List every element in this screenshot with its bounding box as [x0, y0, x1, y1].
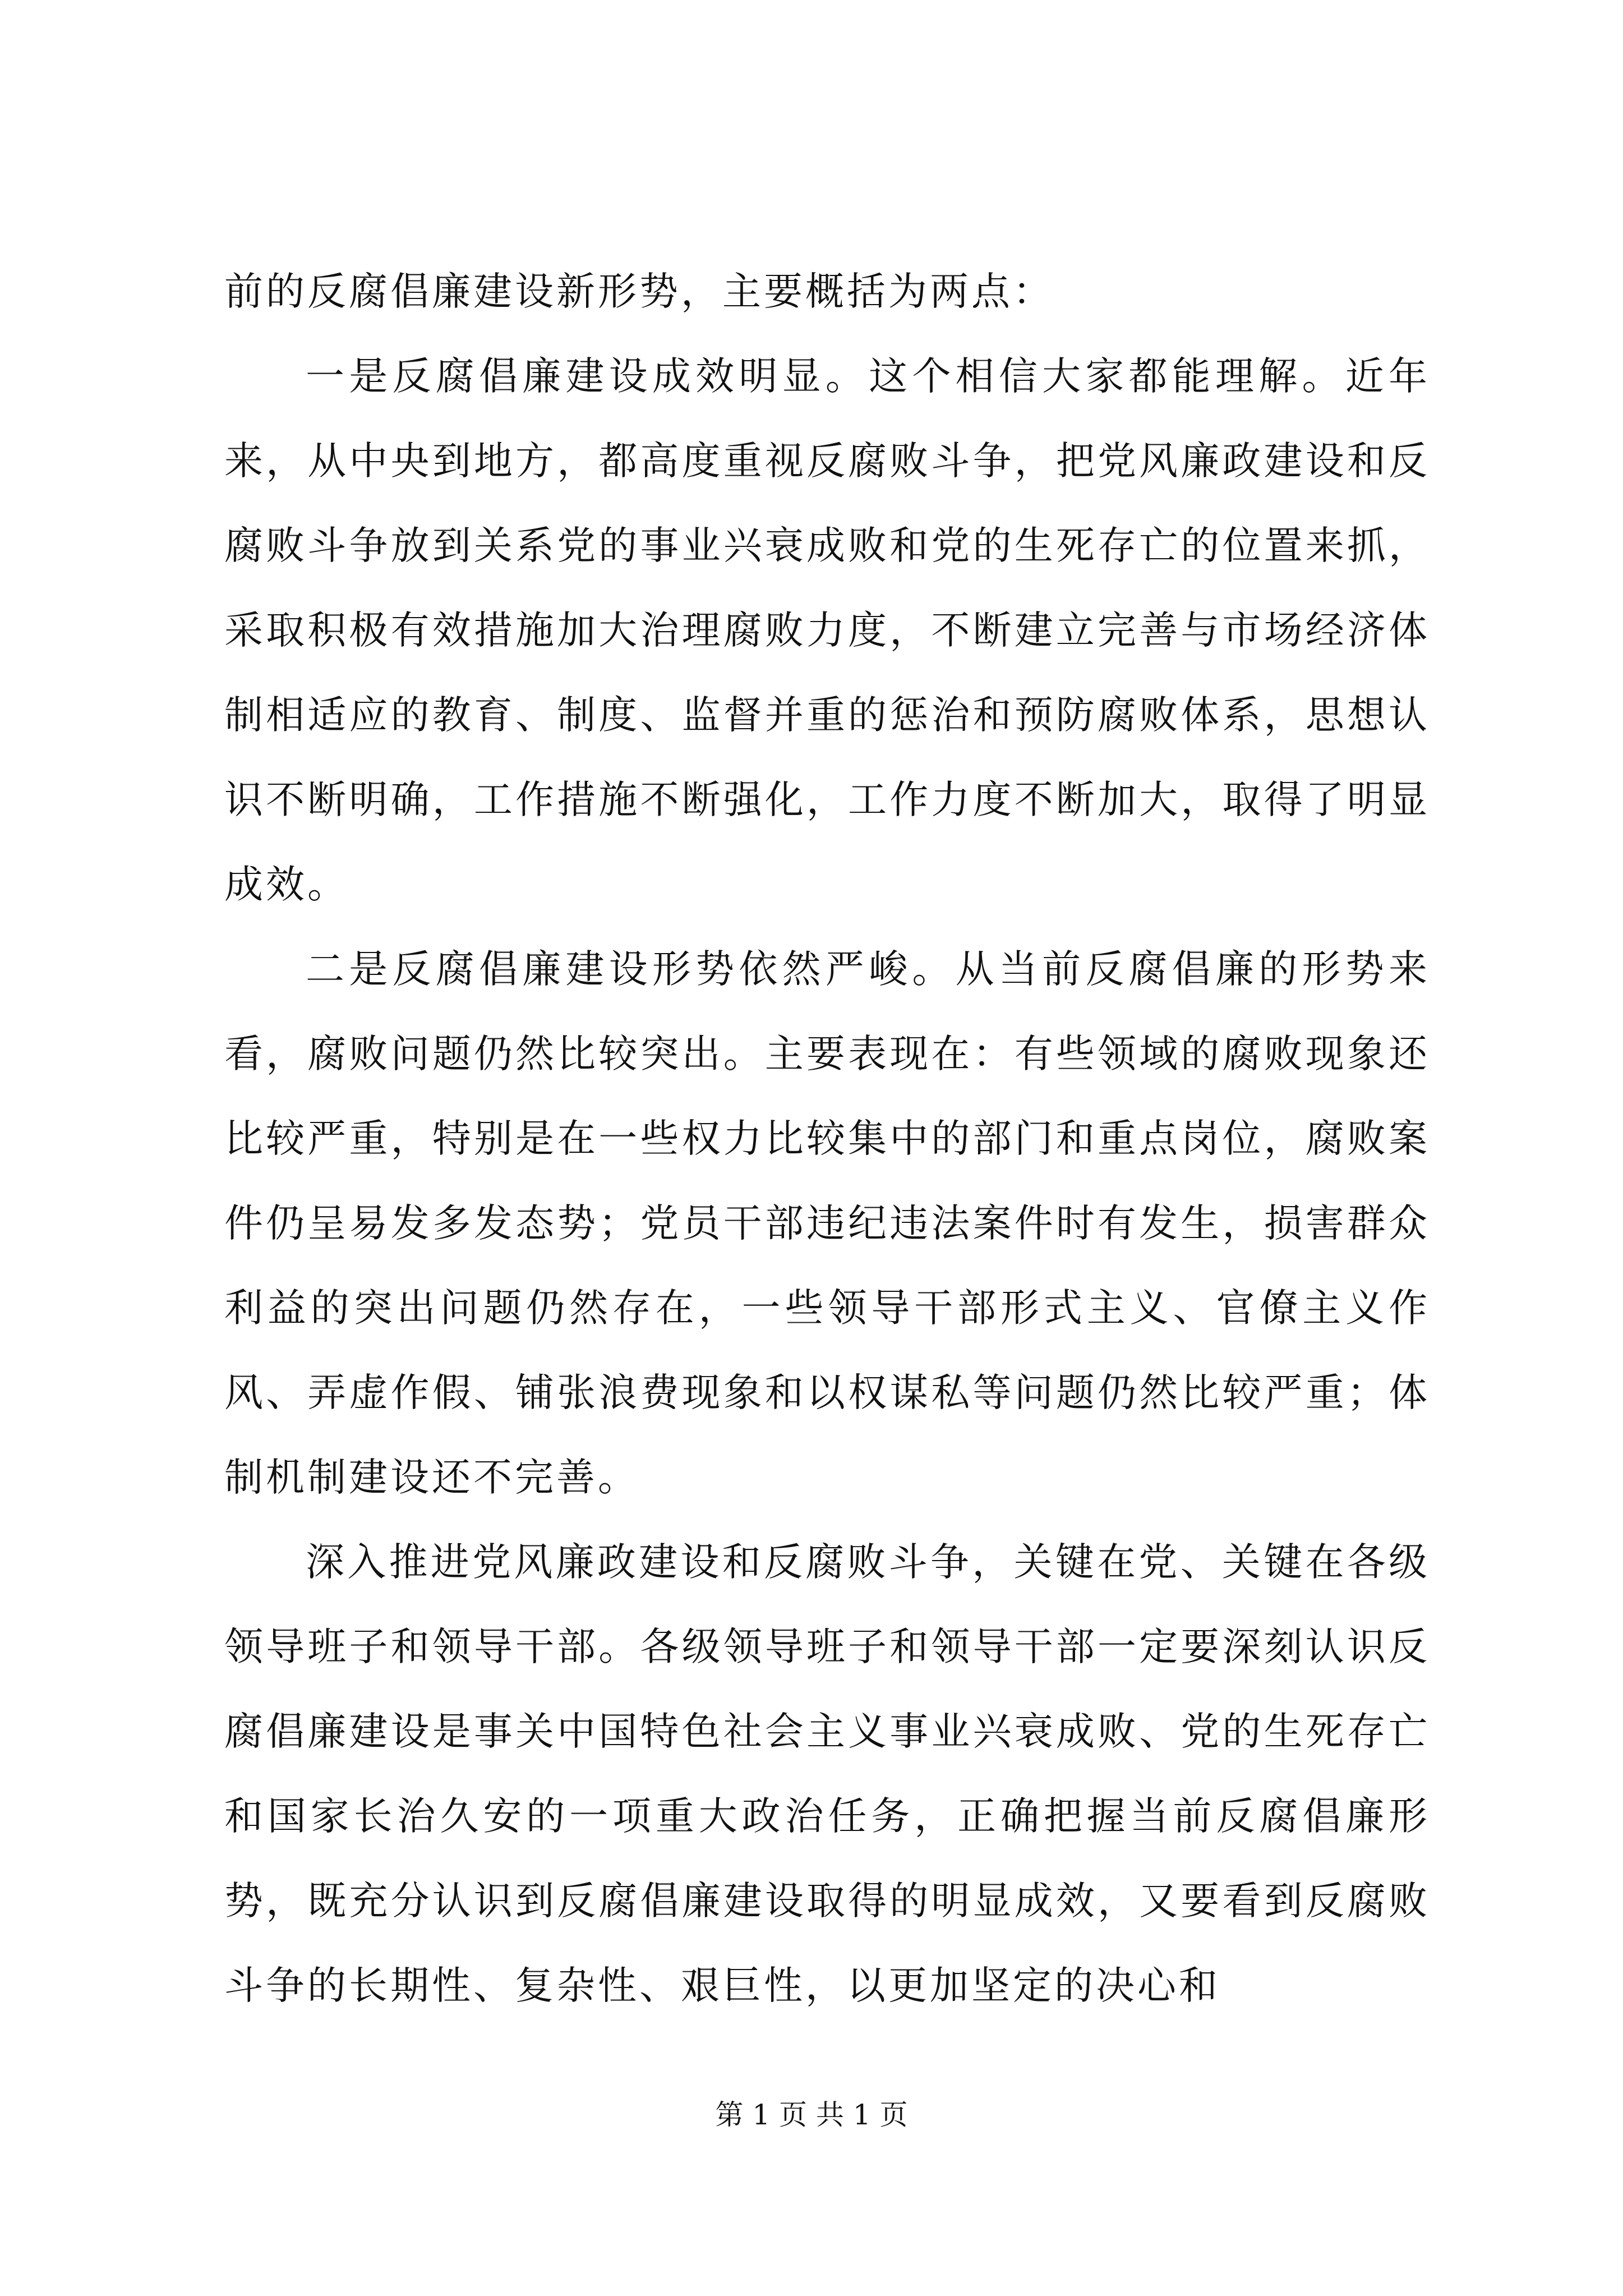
body-text — [224, 250, 1430, 2028]
paragraph-3: 二是反腐倡廉建设形势依然严峻。从当前反腐倡廉的形势来看，腐败问题仍然比较突出。主要表现在：有些领域的腐败现象还比较严重，特别是在一些权力比较集中的部门和重点岗位，腐败案件仍呈易发多发态势；党员干部违纪违法案件时有发生，损害群众利益的突出问题仍然存在，一些领导干部形式主义、官僚主义作风、弄虚作假、铺张浪费现象和以权谋私等问题仍然比较严重；体制机制建设还不完善。 — [224, 947, 1430, 1500]
page-footer — [0, 2095, 1623, 2134]
paragraph-1: 前的反腐倡廉建设新形势，主要概括为两点： — [224, 269, 1054, 314]
paragraph-2: 一是反腐倡廉建设成效明显。这个相信大家都能理解。近年来，从中央到地方，都高度重视反腐败斗争，把党风廉政建设和反腐败斗争放到关系党的事业兴衰成败和党的生死存亡的位置来抓，采取积极有效措施加大治理腐败力度，不断建立完善与市场经济体制相适应的教育、制度、监督并重的惩治和预防腐败体系，思想认识不断明确，工作措施不断强化，工作力度不断加大，取得了明显成效。 — [224, 354, 1430, 907]
paragraph-4: 深入推进党风廉政建设和反腐败斗争，关键在党、关键在各级领导班子和领导干部。各级领导班子和领导干部一定要深刻认识反腐倡廉建设是事关中国特色社会主义事业兴衰成败、党的生死存亡和国家长治久安的一项重大政治任务，正确把握当前反腐倡廉形势，既充分认识到反腐倡廉建设取得的明显成效，又要看到反腐败斗争的长期性、复杂性、艰巨性，以更加坚定的决心和 — [224, 1540, 1430, 2008]
page-number: 第 1 页 共 1 页 — [715, 2099, 908, 2131]
